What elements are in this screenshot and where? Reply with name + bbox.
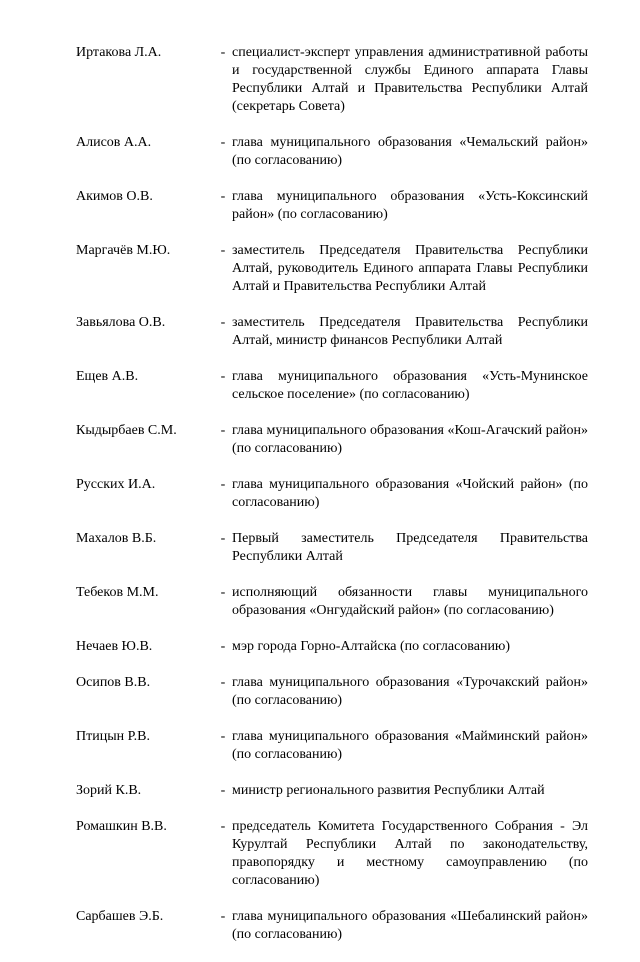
member-dash: - (220, 423, 226, 438)
council-members-list (76, 44, 588, 962)
member-role: председатель Комитета Государственного Собрания - Эл Курултай Республики Алтай по законодательству, правопорядку и местному самоуправлению (по согласованию) (232, 819, 588, 888)
member-name: Махалов В.Б. (76, 531, 157, 546)
member-dash: - (220, 783, 226, 798)
member-dash: - (220, 729, 226, 744)
member-role: заместитель Председателя Правительства Республики Алтай, министр финансов Республики Алтай (232, 315, 588, 348)
member-dash: - (220, 369, 226, 384)
member-role: глава муниципального образования «Усть-Мунинское сельское поселение» (по согласованию) (232, 369, 588, 402)
member-role: исполняющий обязанности главы муниципального образования «Онгудайский район» (по согласованию) (232, 585, 588, 618)
member-name: Нечаев Ю.В. (76, 639, 153, 654)
member-name: Сарбашев Э.Б. (76, 909, 164, 924)
member-dash: - (220, 477, 226, 492)
member-name: Кыдырбаев С.М. (76, 423, 177, 438)
member-name: Осипов В.В. (76, 675, 151, 690)
member-entry-6 (76, 368, 588, 404)
member-name: Маргачёв М.Ю. (76, 243, 171, 258)
member-role: глава муниципального образования «Шебалинский район» (по согласованию) (232, 909, 588, 942)
member-role: глава муниципального образования «Чемальский район» (по согласованию) (232, 135, 588, 168)
member-dash: - (220, 45, 226, 60)
member-name: Русских И.А. (76, 477, 156, 492)
member-entry-16 (76, 908, 588, 944)
member-role: мэр города Горно-Алтайска (по согласованию) (232, 639, 511, 654)
member-entry-4 (76, 242, 588, 296)
member-role: заместитель Председателя Правительства Республики Алтай, руководитель Единого аппарата Главы Республики Алтай и Правительства Республики Алтай (232, 243, 588, 294)
member-entry-12 (76, 674, 588, 710)
member-dash: - (220, 315, 226, 330)
member-name: Ромашкин В.В. (76, 819, 167, 834)
member-role: глава муниципального образования «Майминский район» (по согласованию) (232, 729, 588, 762)
member-name: Иртакова Л.А. (76, 45, 162, 60)
member-name: Алисов А.А. (76, 135, 152, 150)
member-entry-2 (76, 134, 588, 170)
member-entry-11 (76, 638, 588, 656)
member-entry-1 (76, 44, 588, 116)
member-entry-5 (76, 314, 588, 350)
member-entry-15 (76, 818, 588, 890)
member-role: глава муниципального образования «Усть-Коксинский район» (по согласованию) (232, 189, 588, 222)
member-dash: - (220, 639, 226, 654)
member-name: Акимов О.В. (76, 189, 153, 204)
member-dash: - (220, 135, 226, 150)
member-entry-13 (76, 728, 588, 764)
member-entry-10 (76, 584, 588, 620)
member-entry-14 (76, 782, 588, 800)
member-entry-7 (76, 422, 588, 458)
member-name: Зорий К.В. (76, 783, 142, 798)
member-dash: - (220, 675, 226, 690)
member-name: Ещев А.В. (76, 369, 139, 384)
member-dash: - (220, 909, 226, 924)
member-dash: - (220, 585, 226, 600)
member-name: Завьялова О.В. (76, 315, 166, 330)
member-dash: - (220, 819, 226, 834)
member-dash: - (220, 243, 226, 258)
member-entry-9 (76, 530, 588, 566)
member-dash: - (220, 531, 226, 546)
member-role: Первый заместитель Председателя Правительства Республики Алтай (232, 531, 588, 564)
member-name: Тебеков М.М. (76, 585, 159, 600)
member-name: Птицын Р.В. (76, 729, 150, 744)
member-role: глава муниципального образования «Чойский район» (по согласованию) (232, 477, 588, 510)
member-entry-8 (76, 476, 588, 512)
member-dash: - (220, 189, 226, 204)
member-role: глава муниципального образования «Турочакский район» (по согласованию) (232, 675, 588, 708)
member-role: специалист-эксперт управления административной работы и государственной службы Единого аппарата Главы Республики Алтай и Правительства Республики Алтай (секретарь Совета) (232, 45, 588, 114)
member-role: глава муниципального образования «Кош-Агачский район» (по согласованию) (232, 423, 588, 456)
member-role: министр регионального развития Республики Алтай (232, 783, 545, 798)
member-entry-3 (76, 188, 588, 224)
